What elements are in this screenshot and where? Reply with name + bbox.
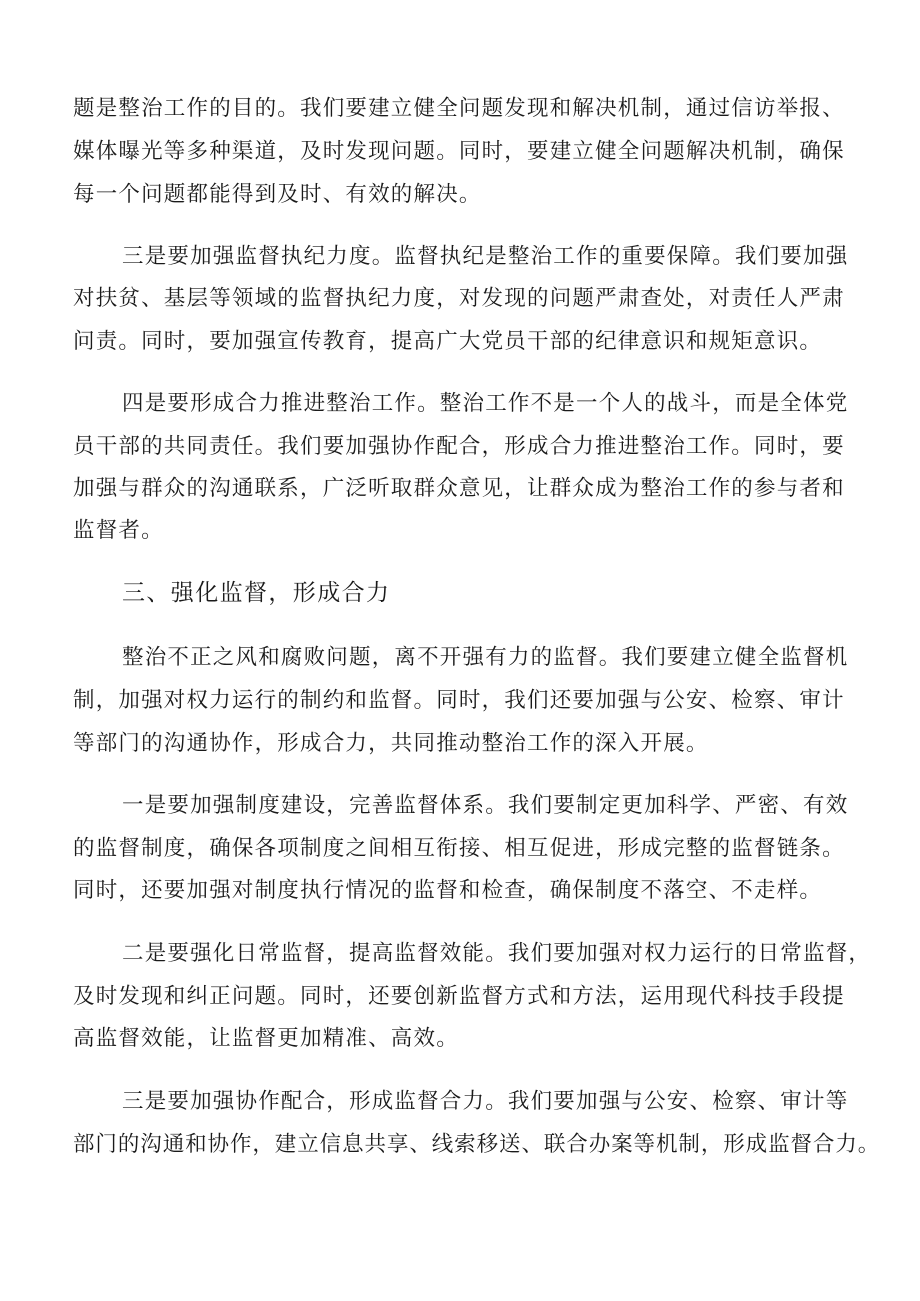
text-line: 等部门的沟通协作，形成合力，共同推动整治工作的深入开展。 — [73, 731, 709, 756]
text-line: 一是要加强制度建设，完善监督体系。我们要制定更加科学、严密、有效 — [122, 793, 849, 818]
text-line: 三是要加强监督执纪力度。监督执纪是整治工作的重要保障。我们要加强 — [122, 244, 849, 269]
text-line: 员干部的共同责任。我们要加强协作配合，形成合力推进整治工作。同时，要 — [73, 434, 845, 459]
text-line: 四是要形成合力推进整治工作。整治工作不是一个人的战斗，而是全体党 — [122, 391, 849, 416]
text-line: 同时，还要加强对制度执行情况的监督和检查，确保制度不落空、不走样。 — [73, 878, 823, 903]
text-line: 问责。同时，要加强宣传教育，提高广大党员干部的纪律意识和规矩意识。 — [73, 329, 823, 354]
text-line: 媒体曝光等多种渠道，及时发现问题。同时，要建立健全问题解决机制，确保 — [73, 139, 845, 164]
text-line: 加强与群众的沟通联系，广泛听取群众意见，让群众成为整治工作的参与者和 — [73, 476, 845, 501]
text-line: 及时发现和纠正问题。同时，还要创新监督方式和方法，运用现代科技手段提 — [73, 984, 845, 1009]
text-line: 的监督制度，确保各项制度之间相互衔接、相互促进，形成完整的监督链条。 — [73, 836, 845, 861]
section-heading: 三、强化监督，形成合力 — [122, 580, 391, 606]
text-line: 整治不正之风和腐败问题，离不开强有力的监督。我们要建立健全监督机 — [122, 645, 849, 670]
text-line: 每一个问题都能得到及时、有效的解决。 — [73, 182, 482, 207]
text-line: 二是要强化日常监督，提高监督效能。我们要加强对权力运行的日常监督， — [122, 941, 872, 966]
text-line: 高监督效能，让监督更加精准、高效。 — [73, 1026, 459, 1051]
text-line: 对扶贫、基层等领域的监督执纪力度，对发现的问题严肃查处，对责任人严肃 — [73, 286, 845, 311]
text-line: 题是整治工作的目的。我们要建立健全问题发现和解决机制，通过信访举报、 — [73, 96, 845, 121]
text-line: 制，加强对权力运行的制约和监督。同时，我们还要加强与公安、检察、审计 — [73, 688, 845, 713]
text-line: 监督者。 — [73, 518, 164, 543]
text-line: 三是要加强协作配合，形成监督合力。我们要加强与公安、检察、审计等 — [122, 1089, 849, 1114]
text-line: 部门的沟通和协作，建立信息共享、线索移送、联合办案等机制，形成监督合力。 — [73, 1132, 881, 1157]
